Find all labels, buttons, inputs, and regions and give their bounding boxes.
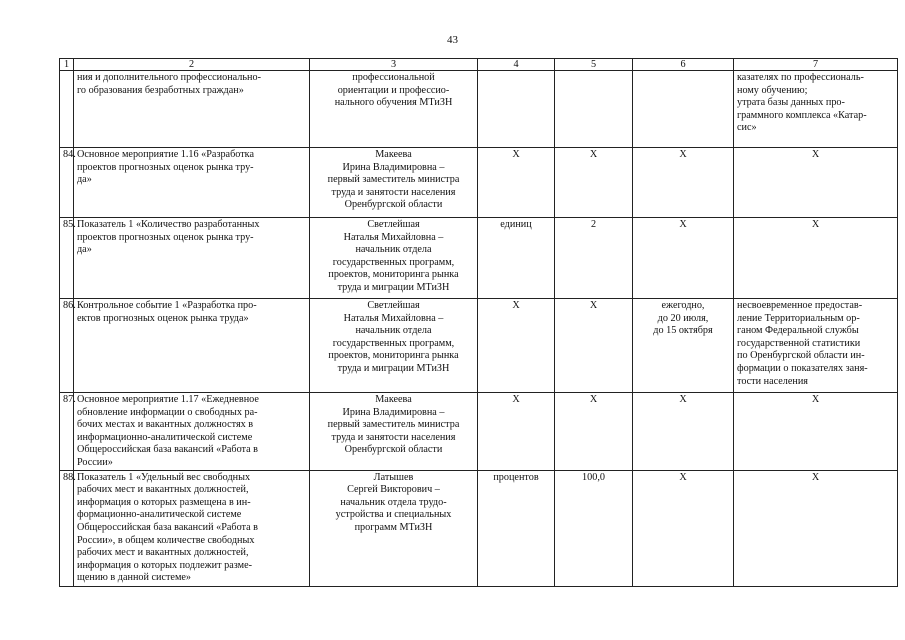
row-number: 86. xyxy=(60,299,74,393)
value-cell: X xyxy=(589,394,598,405)
column-header: 5 xyxy=(555,59,633,71)
column-header: 1 xyxy=(60,59,74,71)
responsible-person: профессиональной ориентации и профессио- нального обучения МТиЗН xyxy=(334,72,453,109)
row-number: 88. xyxy=(60,470,74,586)
risk-cell: X xyxy=(811,471,820,483)
measure-name: Основное мероприятие 1.17 «Ежедневное обновление информации о свободных ра- бочих местах и вакантных должностях в информационно-аналитической системе Общероссийская база вакансий «Работа в России» xyxy=(77,394,259,468)
measures-table xyxy=(59,58,898,587)
row-number: 85. xyxy=(60,218,74,299)
responsible-person: Макеева Ирина Владимировна – первый заместитель министра труда и занятости населения Оренбургской области xyxy=(327,394,460,456)
value-cell: X xyxy=(589,149,598,160)
deadline-cell: X xyxy=(679,471,687,483)
row-number xyxy=(60,71,74,148)
unit-cell: X xyxy=(512,300,520,311)
unit-cell: процентов xyxy=(493,471,539,483)
deadline-cell: ежегодно, до 20 июля, до 15 октября xyxy=(653,300,713,337)
row-number: 87. xyxy=(60,393,74,471)
column-number-row xyxy=(60,59,898,71)
measure-name: Основное мероприятие 1.16 «Разработка проектов прогнозных оценок рынка тру- да» xyxy=(77,149,254,186)
column-header: 6 xyxy=(633,59,734,71)
measure-name: Показатель 1 «Количество разработанных проектов прогнозных оценок рынка тру- да» xyxy=(77,219,260,256)
risk-cell: X xyxy=(811,149,820,160)
table-row xyxy=(60,71,898,148)
deadline-cell: X xyxy=(679,219,687,230)
column-header: 2 xyxy=(74,59,310,71)
value-cell: X xyxy=(589,300,598,311)
table-row xyxy=(60,393,898,471)
table-row xyxy=(60,299,898,393)
measure-name: Контрольное событие 1 «Разработка про- ектов прогнозных оценок рынка труда» xyxy=(77,300,257,324)
risk-cell: казателях по профессиональ- ному обучению; утрата базы данных про- граммного комплекса «Катар- сис» xyxy=(737,72,867,134)
responsible-person: Светлейшая Наталья Михайловна – начальник отдела государственных программ, проектов, мониторинга рынка труда и миграции МТиЗН xyxy=(328,219,459,293)
value-cell: 2 xyxy=(590,219,597,230)
column-header: 7 xyxy=(734,59,898,71)
unit-cell: X xyxy=(512,394,520,405)
responsible-person: Латышев Сергей Викторович – начальник отдела трудо- устройства и специальных программ МТиЗН xyxy=(335,471,452,533)
measure-name: Показатель 1 «Удельный вес свободных рабочих мест и вакантных должностей, информация о которых размещена в ин- формационно-аналитической системе Общероссийская база вакансий «Работа в России», в общем количестве свободных рабочих мест и вакантных должностей, информация о которых подлежит разме- щению в данной системе» xyxy=(77,471,258,584)
table-row xyxy=(60,218,898,299)
table-row xyxy=(60,470,898,586)
risk-cell: X xyxy=(811,219,820,230)
value-cell: 100,0 xyxy=(582,471,605,483)
responsible-person: Светлейшая Наталья Михайловна – начальник отдела государственных программ, проектов, мониторинга рынка труда и миграции МТиЗН xyxy=(328,300,459,374)
deadline-cell: X xyxy=(679,394,687,405)
unit-cell: единиц xyxy=(500,219,532,230)
row-number: 84. xyxy=(60,148,74,218)
column-header: 3 xyxy=(310,59,478,71)
unit-cell: X xyxy=(512,149,520,160)
column-header: 4 xyxy=(478,59,555,71)
page-number: 43 xyxy=(447,34,458,46)
risk-cell: X xyxy=(811,394,820,405)
measure-name: ния и дополнительного профессионально- го образования безработных граждан» xyxy=(77,72,261,96)
risk-cell: несвоевременное предостав- ление Территориальным ор- ганом Федеральной службы государственной статистики по Оренбургской области ин- формации о показателях заня- тости населения xyxy=(737,300,868,387)
responsible-person: Макеева Ирина Владимировна – первый заместитель министра труда и занятости населения Оренбургской области xyxy=(327,149,460,211)
table-row xyxy=(60,148,898,218)
deadline-cell: X xyxy=(679,149,687,160)
